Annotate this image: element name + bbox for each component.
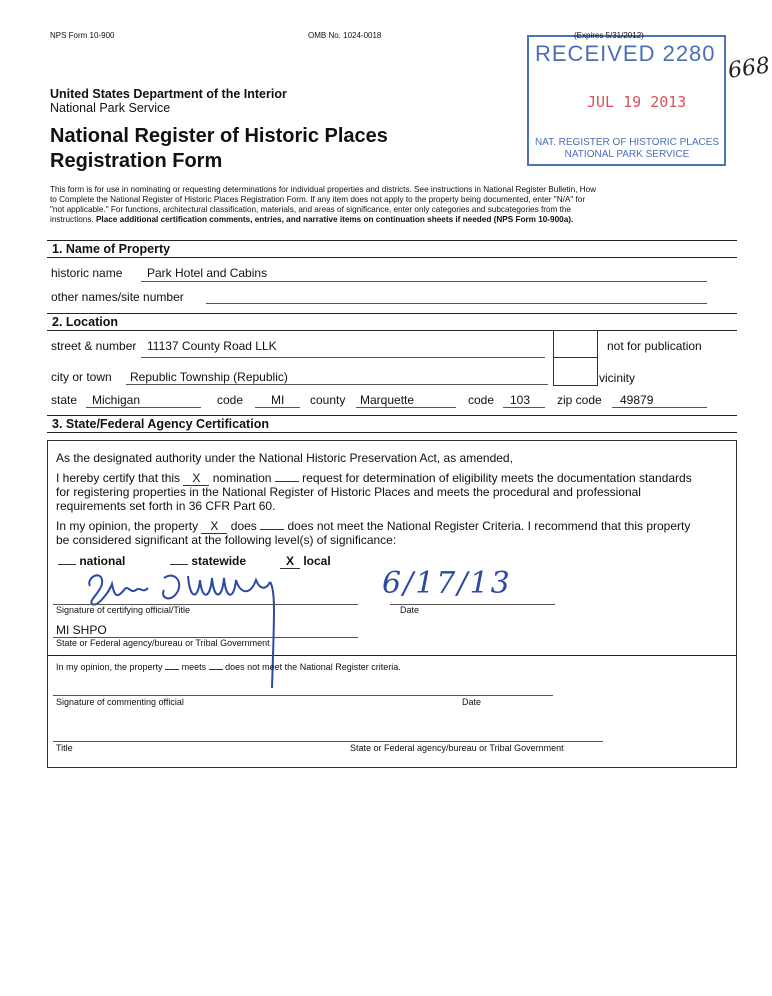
certify-text-a: I hereby certify that this bbox=[56, 471, 181, 485]
does-not-meet-check[interactable] bbox=[260, 529, 284, 530]
authority-text: As the designated authority under the National Historic Preservation Act, as amended, bbox=[56, 451, 513, 465]
state-code-value[interactable]: MI bbox=[271, 393, 285, 407]
local-check[interactable]: X bbox=[280, 554, 300, 569]
opinion-line2: be considered significant at the following level(s) of significance: bbox=[56, 533, 397, 547]
comment-text-a: In my opinion, the property bbox=[56, 662, 163, 672]
form-title-line1: National Register of Historic Places bbox=[50, 125, 388, 147]
intro-line2: to Complete the National Register of Historic Places Registration Form. If any item does not apply to the property being documented, enter "N/A" for bbox=[50, 195, 586, 204]
commenting-date-label: Date bbox=[462, 697, 482, 707]
section2-heading: 2. Location bbox=[52, 315, 118, 329]
vicinity-checkbox[interactable] bbox=[553, 357, 598, 386]
comment-not-meet-check[interactable] bbox=[209, 669, 223, 670]
state-code-label: code bbox=[217, 393, 244, 407]
section1-heading: 1. Name of Property bbox=[52, 242, 171, 256]
county-value[interactable]: Marquette bbox=[360, 393, 415, 407]
stamp-date: JUL 19 2013 bbox=[587, 93, 687, 111]
street-label: street & number bbox=[51, 339, 137, 353]
street-value[interactable]: 11137 County Road LLK bbox=[147, 339, 277, 353]
field-underline bbox=[206, 303, 707, 304]
certify-line1 bbox=[56, 471, 692, 486]
stamp-line2: NATIONAL PARK SERVICE bbox=[564, 149, 690, 160]
commenting-sig-label: Signature of commenting official bbox=[56, 697, 184, 707]
signature-label: Signature of certifying official/Title bbox=[56, 605, 191, 615]
form-id: NPS Form 10-900 bbox=[50, 31, 115, 40]
divider bbox=[47, 257, 737, 258]
received-stamp bbox=[527, 35, 726, 166]
not-for-publication-checkbox[interactable] bbox=[553, 330, 598, 359]
other-names-label: other names/site number bbox=[51, 290, 184, 304]
agency-label-2: State or Federal agency/bureau or Tribal Government bbox=[350, 743, 564, 753]
stamp-received: RECEIVED 2280 bbox=[535, 41, 716, 66]
divider bbox=[47, 313, 737, 314]
comment-text-c: does not meet the National Register criteria. bbox=[225, 662, 401, 672]
divider bbox=[47, 240, 737, 241]
city-label: city or town bbox=[51, 370, 112, 384]
date-label: Date bbox=[400, 605, 420, 615]
title-label: Title bbox=[56, 743, 73, 753]
service: National Park Service bbox=[50, 101, 171, 115]
county-code-label: code bbox=[468, 393, 495, 407]
stamp-line1: NAT. REGISTER OF HISTORIC PLACES bbox=[534, 137, 720, 148]
field-underline bbox=[503, 407, 545, 408]
field-underline bbox=[86, 407, 201, 408]
historic-name-label: historic name bbox=[51, 266, 123, 280]
intro-line4: instructions. bbox=[50, 215, 96, 224]
expiration: (Expires 5/31/2012) bbox=[574, 31, 644, 40]
opinion-line1 bbox=[56, 519, 690, 534]
field-underline bbox=[255, 407, 300, 408]
certify-line2: for registering properties in the National Register of Historic Places and meets the procedural and professional bbox=[56, 485, 641, 499]
comment-text-b: meets bbox=[181, 662, 207, 672]
vicinity-label: vicinity bbox=[599, 371, 636, 385]
commenting-sig-line bbox=[53, 695, 553, 696]
state-value[interactable]: Michigan bbox=[92, 393, 141, 407]
state-label: state bbox=[51, 393, 78, 407]
nomination-check[interactable]: X bbox=[183, 471, 209, 486]
opinion-text-c: does not meet the National Register Criteria. I recommend that this property bbox=[287, 519, 691, 533]
intro-line4-bold: Place additional certification comments, entries, and narrative items on continuation sheets if needed (NPS Form 10-900a). bbox=[95, 215, 574, 224]
intro-line1: This form is for use in nominating or requesting determinations for individual properties and districts. See instructions in National Register Bulletin, How bbox=[50, 185, 597, 194]
zip-label: zip code bbox=[557, 393, 602, 407]
county-code-value[interactable]: 103 bbox=[510, 393, 531, 407]
local-label: local bbox=[303, 554, 331, 568]
field-underline bbox=[612, 407, 707, 408]
department: United States Department of the Interior bbox=[50, 87, 287, 101]
form-title-line2: Registration Form bbox=[50, 150, 223, 172]
field-underline bbox=[141, 357, 545, 358]
comment-meets-check[interactable] bbox=[165, 669, 179, 670]
handwritten-number: 668 bbox=[726, 53, 772, 84]
intro-paragraph bbox=[50, 185, 730, 225]
not-for-publication-label: not for publication bbox=[607, 339, 702, 353]
field-underline bbox=[141, 281, 707, 282]
signed-date: 6/17/13 bbox=[382, 566, 512, 601]
does-meet-check[interactable]: X bbox=[201, 519, 227, 534]
certify-text-b: nomination bbox=[212, 471, 272, 485]
city-value[interactable]: Republic Township (Republic) bbox=[130, 370, 288, 384]
title-line bbox=[53, 741, 603, 742]
county-label: county bbox=[310, 393, 346, 407]
agency-value[interactable]: MI SHPO bbox=[56, 623, 107, 637]
comment-opinion bbox=[56, 662, 401, 672]
divider bbox=[47, 330, 737, 331]
agency-label: State or Federal agency/bureau or Tribal Government bbox=[56, 638, 270, 648]
opinion-text-b: does bbox=[230, 519, 257, 533]
intro-line3: "not applicable." For functions, architectural classification, materials, and areas of significance, enter only categories and subcategories from the bbox=[50, 205, 571, 214]
zip-value[interactable]: 49879 bbox=[620, 393, 654, 407]
divider bbox=[47, 432, 737, 433]
field-underline bbox=[126, 384, 548, 385]
historic-name-value[interactable]: Park Hotel and Cabins bbox=[147, 266, 268, 280]
national-label: national bbox=[79, 554, 126, 568]
omb-number: OMB No. 1024-0018 bbox=[308, 31, 382, 40]
request-check[interactable] bbox=[275, 481, 299, 482]
statewide-label: statewide bbox=[191, 554, 247, 568]
opinion-text-a: In my opinion, the property bbox=[56, 519, 199, 533]
section3-heading: 3. State/Federal Agency Certification bbox=[52, 417, 269, 431]
certify-line3: requirements set forth in 36 CFR Part 60. bbox=[56, 499, 276, 513]
national-check[interactable] bbox=[58, 564, 76, 565]
divider bbox=[47, 415, 737, 416]
certify-text-c: request for determination of eligibility meets the documentation standards bbox=[302, 471, 692, 485]
field-underline bbox=[356, 407, 456, 408]
